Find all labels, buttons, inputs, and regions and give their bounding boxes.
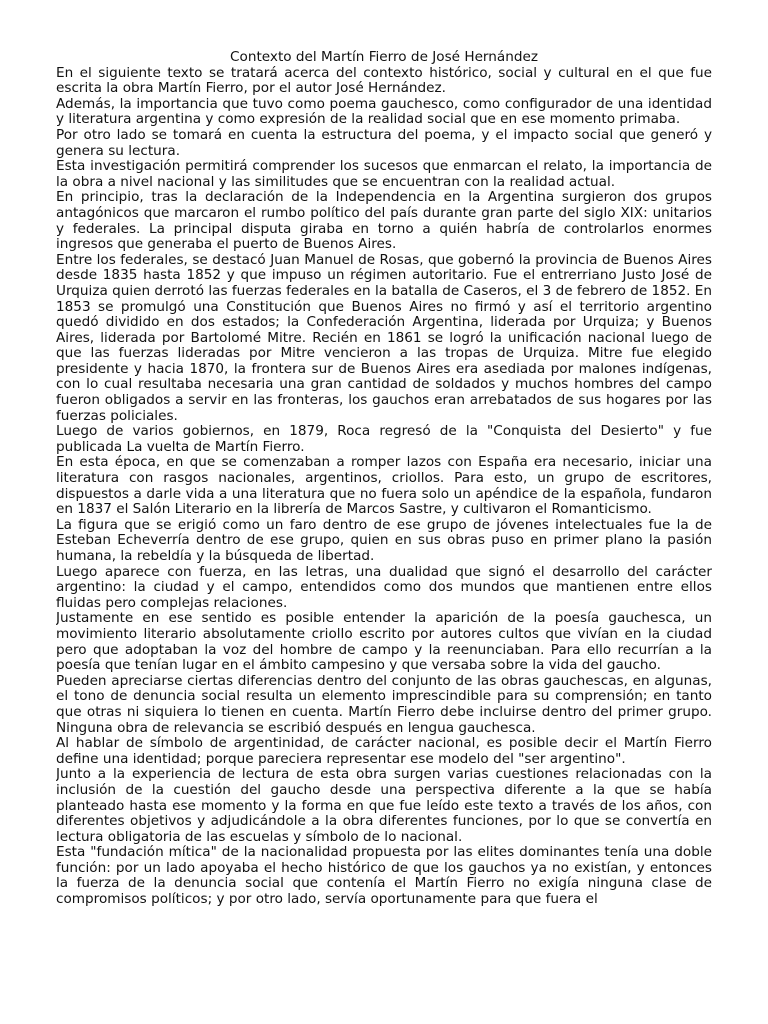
paragraph-dualidad: Luego aparece con fuerza, en las letras, una dualidad que signó el desarrollo del carácter argentino: la ciudad y el campo, entendidos como dos mundos que mantienen entre ellos fluidas pero complejas relaciones.: [56, 563, 712, 611]
paragraph-intro: En el siguiente texto se tratará acerca del contexto histórico, social y cultural en el que fue escrita la obra Martín Fierro, por el autor José Hernández.: [56, 64, 712, 97]
paragraph-fundacion-mitica: Esta "fundación mítica" de la nacionalidad propuesta por las elites dominantes tenía una doble función: por un lado apoyaba el hecho histórico de que los gauchos ya no existían, y entonces la fuerza de la denuncia social que contenía el Martín Fierro no exigía ninguna clase de compromisos políticos; y por otro lado, servía oportunamente para que fuera el: [56, 844, 712, 908]
paragraph-argentinidad: Al hablar de símbolo de argentinidad, de carácter nacional, es posible decir el Martín Fierro define una identidad; porque pareciera representar ese modelo del "ser argentino".: [56, 735, 712, 767]
paragraph-independence: En principio, tras la declaración de la Independencia en la Argentina surgieron dos grupos antagónicos que marcaron el rumbo político del país durante gran parte del siglo XIX: unitarios y federales. La principal disputa giraba en torno a quién habría de controlarlos enormes ingresos que generaba el puerto de Buenos Aires.: [56, 189, 712, 253]
paragraph-roca: Luego de varios gobiernos, en 1879, Roca regresó de la "Conquista del Desierto" y fue publicada La vuelta de Martín Fierro.: [56, 423, 712, 455]
paragraph-experiencia: Junto a la experiencia de lectura de esta obra surgen varias cuestiones relacionadas con la inclusión de la cuestión del gaucho desde una perspectiva diferente a la que se había planteado hasta ese momento y la forma en que fue leído este texto a través de los años, con diferentes objetivos y adjudicándole a la obra diferentes funciones, por lo que se convertía en lectura obligatoria de las escuelas y símbolo de lo nacional.: [56, 766, 712, 845]
paragraph-literatura: En esta época, en que se comenzaban a romper lazos con España era necesario, iniciar una literatura con rasgos nacionales, argentinos, criollos. Para esto, un grupo de escritores, dispuestos a darle vida a una literatura que no fuera solo un apéndice de la española, fundaron en 1837 el Salón Literario en la librería de Marcos Sastre, y cultivaron el Romanticismo.: [56, 454, 712, 518]
paragraph-echeverria: La figura que se erigió como un faro dentro de ese grupo de jóvenes intelectuales fue la de Esteban Echeverría dentro de ese grupo, quien en sus obras puso en primer plano la pasión humana, la rebeldía y la búsqueda de libertad.: [56, 516, 712, 564]
paragraph-poesia-gauchesca: Justamente en ese sentido es posible entender la aparición de la poesía gauchesca, un movimiento literario absolutamente criollo escrito por autores cultos que vivían en la ciudad pero que adoptaban la voz del hombre de campo y la reenunciaban. Para ello recurrían a la poesía que tenían lugar en el ámbito campesino y que versaba sobre la vida del gaucho.: [56, 610, 712, 674]
paragraph-federales: Entre los federales, se destacó Juan Manuel de Rosas, que gobernó la provincia de Buenos Aires desde 1835 hasta 1852 y que impuso un régimen autoritario. Fue el entrerriano Justo José de Urquiza quien derrotó las fuerzas federales en la batalla de Caseros, el 3 de febrero de 1852. En 1853 se promulgó una Constitución que Buenos Aires no firmó y así el territorio argentino quedó dividido en dos estados; la Confederación Argentina, liderada por Urquiza; y Buenos Aires, liderada por Bartolomé Mitre. Recién en 1861 se logró la unificación nacional luego de que las fuerzas lideradas por Mitre vencieron a las tropas de Urquiza. Mitre fue elegido presidente y hacia 1870, la frontera sur de Buenos Aires era asediada por malones indígenas, con lo cual resultaba necesaria una gran cantidad de soldados y muchos hombres del campo fueron obligados a servir en las fronteras, los gauchos eran arrebatados de sus hogares por las fuerzas policiales.: [56, 251, 712, 424]
document-page: [56, 50, 712, 1024]
document-title: Contexto del Martín Fierro de José Hernández: [230, 50, 538, 65]
paragraph-structure: Por otro lado se tomará en cuenta la estructura del poema, y el impacto social que generó y genera su lectura.: [56, 126, 712, 159]
paragraph-diferencias: Pueden apreciarse ciertas diferencias dentro del conjunto de las obras gauchescas, en algunas, el tono de denuncia social resulta un elemento imprescindible para su comprensión; en tanto que otras ni siquiera lo tienen en cuenta. Martín Fierro debe incluirse dentro del primer grupo. Ninguna obra de relevancia se escribió después en lengua gauchesca.: [56, 672, 712, 736]
paragraph-investigation: Esta investigación permitirá comprender los sucesos que enmarcan el relato, la importancia de la obra a nivel nacional y las similitudes que se encuentran con la realidad actual.: [56, 158, 712, 190]
paragraph-importance: Además, la importancia que tuvo como poema gauchesco, como configurador de una identidad y literatura argentina y como expresión de la realidad social que en ese momento primaba.: [56, 95, 712, 128]
